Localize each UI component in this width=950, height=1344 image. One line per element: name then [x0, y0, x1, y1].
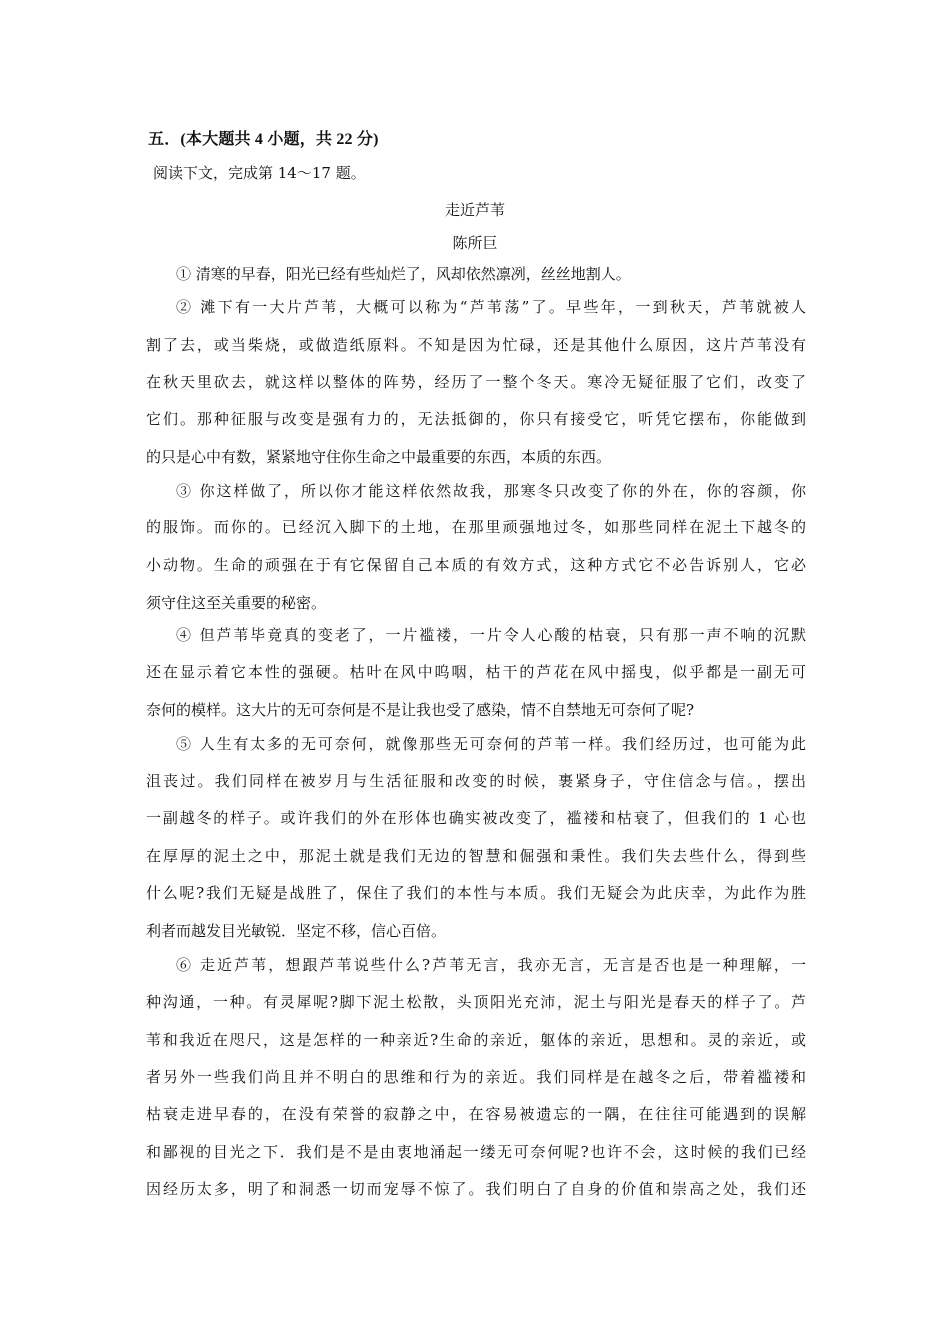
paragraph-line: 一副越冬的样子。或许我们的外在形体也确实被改变了，褴褛和枯衰了，但我们的 1 心也	[146, 809, 806, 827]
article-title: 走近芦苇	[444, 201, 505, 219]
paragraph-line: 须守住这至关重要的秘密。	[146, 594, 327, 612]
paragraph-line: 种沟通，一种。有灵犀呢?脚下泥土松散，头顶阳光充沛，泥土与阳光是春天的样子了。芦	[146, 993, 806, 1011]
paragraph-line: 什么呢?我们无疑是战胜了，保住了我们的本性与本质。我们无疑会为此庆幸，为此作为胜	[146, 884, 806, 902]
paragraph-line: 割了去，或当柴烧，或做造纸原料。不知是因为忙碌，还是其他什么原因，这片芦苇没有	[146, 336, 806, 354]
paragraph-line: 在秋天里砍去，就这样以整体的阵势，经历了一整个冬天。寒冷无疑征服了它们，改变了	[146, 373, 806, 391]
paragraph-line: 利者而越发目光敏锐．坚定不移，信心百倍。	[146, 922, 447, 940]
paragraph-line: 的只是心中有数，紧紧地守住你生命之中最重要的东西，本质的东西。	[146, 448, 612, 466]
paragraph-line: ④ 但芦苇毕竟真的变老了，一片褴褛，一片令人心酸的枯衰，只有那一声不响的沉默	[176, 626, 806, 644]
paragraph-line: 小动物。生命的顽强在于有它保留自己本质的有效方式，这种方式它不必告诉别人，它必	[146, 556, 806, 574]
paragraph-line: ① 清寒的早春，阳光已经有些灿烂了，风却依然凛冽，丝丝地割人。	[176, 265, 631, 283]
paragraph-line: 者另外一些我们尚且并不明白的思维和行为的亲近。我们同样是在越冬之后，带着褴褛和	[146, 1068, 806, 1086]
paragraph-line: ③ 你这样做了，所以你才能这样依然故我，那寒冬只改变了你的外在，你的容颜，你	[176, 482, 806, 500]
paragraph-line: ⑤ 人生有太多的无可奈何，就像那些无可奈何的芦苇一样。我们经历过，也可能为此	[176, 735, 806, 753]
section-heading: 五．(本大题共 4 小题，共 22 分)	[148, 131, 379, 148]
paragraph-line: 和鄙视的目光之下．我们是不是由衷地涌起一缕无可奈何呢?也许不会，这时候的我们已经	[146, 1143, 806, 1161]
paragraph-line: ② 滩下有一大片芦苇，大概可以称为“芦苇荡”了。早些年，一到秋天，芦苇就被人	[176, 298, 806, 316]
paragraph-line: 它们。那种征服与改变是强有力的，无法抵御的，你只有接受它，听凭它摆布，你能做到	[146, 410, 806, 428]
paragraph-line: 苇和我近在咫尺，这是怎样的一种亲近?生命的亲近，躯体的亲近，思想和。灵的亲近，或	[146, 1031, 806, 1049]
paragraph-line: 还在显示着它本性的强硬。枯叶在风中呜咽，枯干的芦花在风中摇曳，似乎都是一副无可	[146, 663, 806, 681]
paragraph-line: 奈何的模样。这大片的无可奈何是不是让我也受了感染，情不自禁地无可奈何了呢?	[146, 701, 695, 719]
paragraph-line: 在厚厚的泥土之中，那泥土就是我们无边的智慧和倔强和秉性。我们失去些什么，得到些	[146, 847, 806, 865]
reading-instruction: 阅读下文，完成第 14～17 题。	[153, 164, 366, 182]
article-author: 陈所巨	[452, 234, 498, 252]
paragraph-line: 因经历太多，明了和洞悉一切而宠辱不惊了。我们明白了自身的价值和崇高之处，我们还	[146, 1180, 806, 1198]
paragraph-line: 的服饰。而你的。已经沉入脚下的土地，在那里顽强地过冬，如那些同样在泥土下越冬的	[146, 518, 806, 536]
paragraph-line: 沮丧过。我们同样在被岁月与生活征服和改变的时候，裹紧身子，守住信念与信。，摆出	[146, 772, 806, 790]
paragraph-line: 枯衰走进早春的，在没有荣誉的寂静之中，在容易被遗忘的一隅，在往往可能遇到的误解	[146, 1105, 806, 1123]
paragraph-line: ⑥ 走近芦苇，想跟芦苇说些什么?芦苇无言，我亦无言，无言是否也是一种理解，一	[176, 956, 806, 974]
